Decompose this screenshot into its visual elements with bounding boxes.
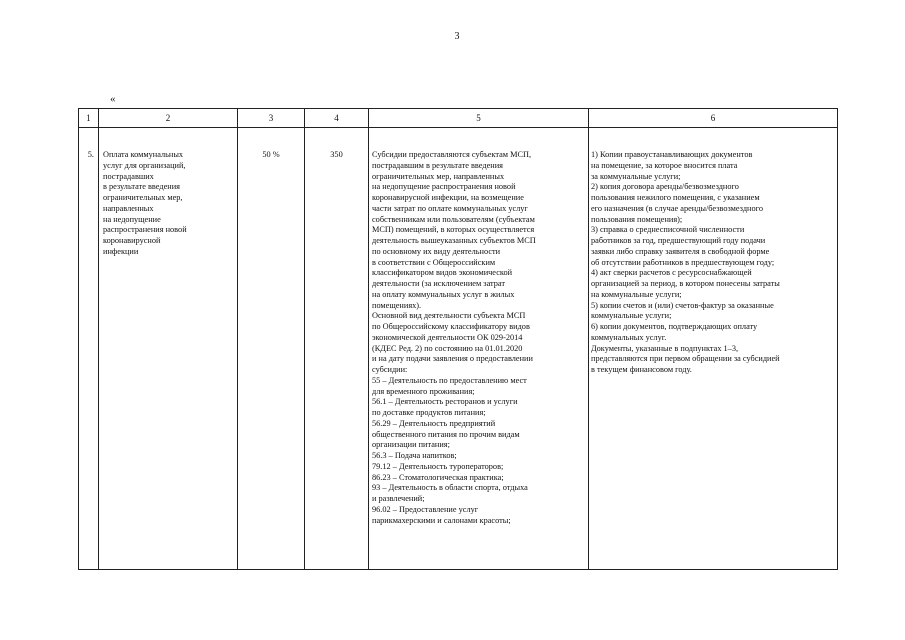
row-number: 5. [79,128,99,570]
description-line: 96.02 – Предоставление услуг [372,504,479,514]
description-line: и на дату подачи заявления о предоставлении [372,354,533,364]
documents-line: 3) справка о среднесписочной численности [591,225,745,235]
subsidy-percent: 50 % [238,128,305,570]
name-line: инфекции [103,246,139,256]
documents-line: в текущем финансовом году. [591,365,692,374]
description-line: (КДЕС Ред. 2) по состоянию на 01.01.2020 [372,343,523,353]
name-line: коронавирусной [103,236,161,245]
name-line: распространения новой [103,225,187,235]
header-cell-4: 4 [305,109,369,128]
description-line: 56.3 – Подача напитков; [372,451,457,460]
support-measure-name [99,128,238,570]
header-cell-3: 3 [238,109,305,128]
header-cell-6: 6 [589,109,838,128]
documents-line: Документы, указанные в подпунктах 1–3, [591,343,739,353]
documents-line: 2) копия договора аренды/безвозмездного [591,182,739,192]
description-line: деятельность вышеуказанных субъектов МСП [372,236,536,245]
description-line: 56.29 – Деятельность предприятий [372,418,496,428]
description-line: Субсидии предоставляются субъектам МСП, [372,150,532,159]
description-line: на оплату коммунальных услуг в жилых [372,289,515,299]
description-line: пострадавшим в результате введения [372,160,503,170]
description-line: помещениях). [372,300,422,310]
documents-line: на коммунальные услуги; [591,289,682,299]
documents-line: пользования нежилого помещения, с указанием [591,193,760,202]
documents-line: 6) копии документов, подтверждающих оплату [591,322,758,331]
name-line: на недопущение [103,214,161,224]
description-line: МСП) помещений, в которых осуществляется [372,225,535,235]
description-line: экономической деятельности ОК 029-2014 [372,332,523,342]
description-line: 86.23 – Стоматологическая практика; [372,472,504,482]
documents-line: об отсутствии работников в предшествующем году; [591,257,775,267]
documents-line: коммунальные услуги; [591,311,672,321]
required-documents [589,128,838,570]
documents-line: 4) акт сверки расчетов с ресурсоснабжающей [591,268,752,278]
opening-quote-mark: « [110,93,116,105]
documents-line: 5) копии счетов и (или) счетов-фактур за оказанные [591,300,774,310]
name-line: в результате введения [103,182,180,192]
description-line: Основной вид деятельности субъекта МСП [372,311,526,321]
documents-line: работников за год, предшествующий году подачи [591,236,766,245]
description-line: по Общероссийскому классификатору видов [372,322,530,331]
documents-line: организацией за период, в котором понесены затраты [591,279,780,288]
description-line: ограничительных мер, направленных [372,171,505,181]
header-cell-5: 5 [369,109,589,128]
subsidy-table [78,108,838,570]
description-line: для временного проживания; [372,386,475,396]
description-line: субсидии: [372,365,408,374]
description-line: коронавирусной инфекции, на возмещение [372,193,524,202]
description-line: организации питания; [372,440,450,450]
description-line: в соответствии с Общероссийским [372,257,496,267]
description-line: части затрат по оплате коммунальных услуг [372,203,528,213]
description-line: парикмахерскими и салонами красоты; [372,515,511,525]
header-cell-1: 1 [79,109,99,128]
table-header-row [79,109,838,128]
description-line: 55 – Деятельность по предоставлению мест [372,375,527,385]
name-line: пострадавших [103,171,154,181]
description-line: общественного питания по прочим видам [372,429,520,439]
documents-line: на помещение, за которое вносится плата [591,160,738,170]
description-line: собственникам или пользователям (субъектам [372,214,535,224]
description-line: классификатором видов экономической [372,268,513,278]
documents-line: его назначения (в случае аренды/безвозмездного [591,203,763,213]
documents-line: представляются при первом обращении за субсидией [591,354,780,364]
documents-line: заявки либо справку заявителя в свободной форме [591,246,770,256]
description-line: 93 – Деятельность в области спорта, отдыха [372,483,528,493]
name-line: ограничительных мер, [103,193,183,202]
description-line: по основному их виду деятельности [372,246,501,256]
description-line: и развлечений; [372,494,425,503]
table-row [79,128,838,570]
header-cell-2: 2 [99,109,238,128]
description-line: деятельности (за исключением затрат [372,279,506,288]
description-line: на недопущение распространения новой [372,182,516,192]
name-line: услуг для организаций, [103,160,186,170]
page-number: 3 [454,31,460,42]
description-line: по доставке продуктов питания; [372,408,486,417]
documents-line: за коммунальные услуги; [591,171,681,181]
name-line: Оплата коммунальных [103,150,184,159]
name-line: направленных [103,203,154,213]
documents-line: 1) Копии правоустанавливающих документов [591,150,753,159]
description-line: 56.1 – Деятельность ресторанов и услуги [372,397,518,407]
subsidy-description [369,128,589,570]
documents-line: пользования помещения); [591,214,683,224]
documents-line: коммунальных услуг. [591,332,667,342]
description-line: 79.12 – Деятельность туроператоров; [372,461,504,471]
subsidy-amount: 350 [305,128,369,570]
